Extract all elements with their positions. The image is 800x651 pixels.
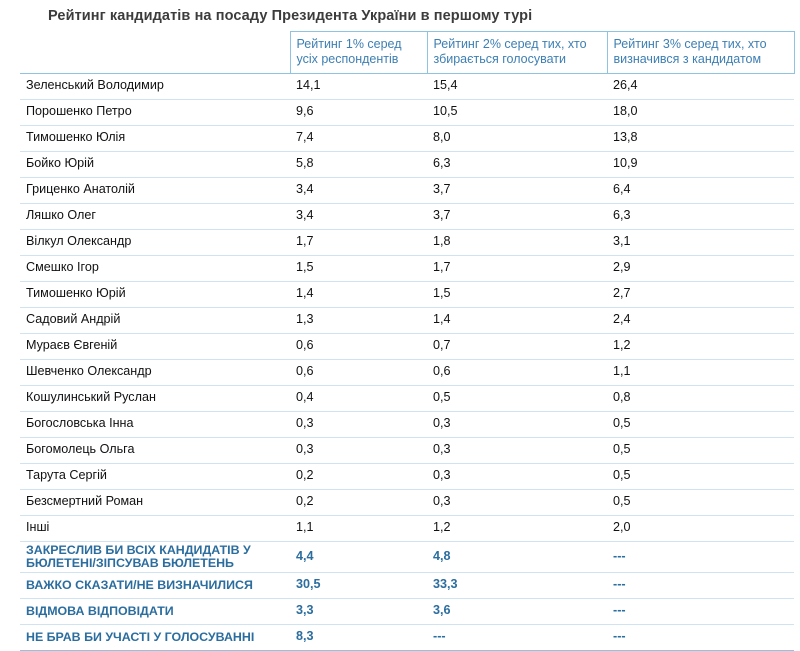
rating-value-1: 7,4 xyxy=(290,125,427,151)
candidate-name: Богомолець Ольга xyxy=(20,437,290,463)
rating-value-1: 1,1 xyxy=(290,515,427,541)
table-header xyxy=(20,32,794,74)
page-title: Рейтинг кандидатів на посаду Президента України в першому турі xyxy=(48,8,533,24)
rating-value-1: 8,3 xyxy=(290,624,427,650)
rating-value-3: 6,4 xyxy=(607,177,794,203)
candidate-name: Порошенко Петро xyxy=(20,99,290,125)
rating-value-2: 0,7 xyxy=(427,333,607,359)
table-row xyxy=(20,437,794,463)
candidate-name: Вілкул Олександр xyxy=(20,229,290,255)
rating-value-1: 0,2 xyxy=(290,463,427,489)
rating-value-1: 5,8 xyxy=(290,151,427,177)
candidate-name: ВАЖКО СКАЗАТИ/НЕ ВИЗНАЧИЛИСЯ xyxy=(20,572,290,598)
rating-value-3: 18,0 xyxy=(607,99,794,125)
rating-value-3: --- xyxy=(607,541,794,572)
rating-value-2: 15,4 xyxy=(427,73,607,99)
column-header-rating3: Рейтинг 3% серед тих, хто визначився з кандидатом xyxy=(607,32,794,74)
table-body xyxy=(20,73,794,650)
rating-value-1: 1,3 xyxy=(290,307,427,333)
rating-value-1: 0,3 xyxy=(290,437,427,463)
table-row xyxy=(20,177,794,203)
candidate-name: ВІДМОВА ВІДПОВІДАТИ xyxy=(20,598,290,624)
rating-value-3: 1,1 xyxy=(607,359,794,385)
table-row xyxy=(20,151,794,177)
rating-value-1: 0,6 xyxy=(290,359,427,385)
rating-value-2: 1,4 xyxy=(427,307,607,333)
candidate-name: Богословська Інна xyxy=(20,411,290,437)
table-row xyxy=(20,515,794,541)
rating-value-2: 4,8 xyxy=(427,541,607,572)
rating-value-3: 0,5 xyxy=(607,411,794,437)
candidate-name: Інші xyxy=(20,515,290,541)
candidate-name: Кошулинський Руслан xyxy=(20,385,290,411)
candidate-name: Ляшко Олег xyxy=(20,203,290,229)
candidate-name: Тимошенко Юрій xyxy=(20,281,290,307)
rating-value-1: 4,4 xyxy=(290,541,427,572)
table-row xyxy=(20,463,794,489)
rating-value-2: 6,3 xyxy=(427,151,607,177)
rating-value-2: 1,5 xyxy=(427,281,607,307)
rating-value-2: 1,7 xyxy=(427,255,607,281)
table-row xyxy=(20,411,794,437)
rating-value-1: 3,4 xyxy=(290,177,427,203)
candidate-name: Садовий Андрій xyxy=(20,307,290,333)
candidate-name: Шевченко Олександр xyxy=(20,359,290,385)
candidate-name: НЕ БРАВ БИ УЧАСТІ У ГОЛОСУВАННІ xyxy=(20,624,290,650)
rating-value-2: 3,7 xyxy=(427,203,607,229)
table-row xyxy=(20,489,794,515)
rating-value-3: 2,7 xyxy=(607,281,794,307)
rating-value-2: --- xyxy=(427,624,607,650)
candidate-name: Смешко Ігор xyxy=(20,255,290,281)
table-row xyxy=(20,333,794,359)
rating-value-1: 1,4 xyxy=(290,281,427,307)
table-row xyxy=(20,385,794,411)
candidate-name: ЗАКРЕСЛИВ БИ ВСІХ КАНДИДАТІВ У БЮЛЕТЕНІ/ЗІПСУВАВ БЮЛЕТЕНЬ xyxy=(20,541,290,572)
rating-value-3: 6,3 xyxy=(607,203,794,229)
table-row xyxy=(20,229,794,255)
rating-value-2: 1,2 xyxy=(427,515,607,541)
column-header-candidate xyxy=(20,32,290,74)
rating-value-2: 33,3 xyxy=(427,572,607,598)
rating-value-2: 0,3 xyxy=(427,463,607,489)
rating-value-1: 1,5 xyxy=(290,255,427,281)
candidate-name: Мураєв Євгеній xyxy=(20,333,290,359)
rating-value-1: 9,6 xyxy=(290,99,427,125)
table-row xyxy=(20,541,794,572)
rating-value-1: 0,2 xyxy=(290,489,427,515)
rating-value-2: 8,0 xyxy=(427,125,607,151)
rating-value-3: 26,4 xyxy=(607,73,794,99)
rating-value-3: 2,4 xyxy=(607,307,794,333)
table-row xyxy=(20,307,794,333)
table-row xyxy=(20,281,794,307)
table-row xyxy=(20,255,794,281)
rating-value-1: 14,1 xyxy=(290,73,427,99)
rating-value-3: --- xyxy=(607,572,794,598)
rating-value-3: --- xyxy=(607,598,794,624)
table-row xyxy=(20,598,794,624)
table-row xyxy=(20,572,794,598)
rating-value-3: 1,2 xyxy=(607,333,794,359)
rating-value-2: 3,6 xyxy=(427,598,607,624)
rating-value-3: 0,5 xyxy=(607,437,794,463)
rating-value-2: 0,3 xyxy=(427,489,607,515)
rating-value-1: 0,6 xyxy=(290,333,427,359)
rating-value-3: 0,8 xyxy=(607,385,794,411)
rating-value-3: 2,9 xyxy=(607,255,794,281)
candidate-name: Тимошенко Юлія xyxy=(20,125,290,151)
column-header-rating1: Рейтинг 1% серед усіх респондентів xyxy=(290,32,427,74)
table-row xyxy=(20,624,794,650)
rating-value-1: 1,7 xyxy=(290,229,427,255)
rating-value-3: 3,1 xyxy=(607,229,794,255)
rating-value-3: 13,8 xyxy=(607,125,794,151)
rating-value-2: 1,8 xyxy=(427,229,607,255)
table-row xyxy=(20,99,794,125)
column-header-rating2: Рейтинг 2% серед тих, хто збирається голосувати xyxy=(427,32,607,74)
rating-value-2: 10,5 xyxy=(427,99,607,125)
rating-value-1: 30,5 xyxy=(290,572,427,598)
rating-table xyxy=(20,31,795,651)
candidate-name: Тарута Сергій xyxy=(20,463,290,489)
table-row xyxy=(20,125,794,151)
rating-value-1: 0,3 xyxy=(290,411,427,437)
rating-value-2: 0,3 xyxy=(427,437,607,463)
rating-value-3: --- xyxy=(607,624,794,650)
rating-value-3: 0,5 xyxy=(607,489,794,515)
rating-value-2: 0,5 xyxy=(427,385,607,411)
rating-value-2: 0,3 xyxy=(427,411,607,437)
table-row xyxy=(20,73,794,99)
rating-value-2: 0,6 xyxy=(427,359,607,385)
header-row xyxy=(20,32,794,74)
candidate-name: Гриценко Анатолій xyxy=(20,177,290,203)
candidate-name: Бойко Юрій xyxy=(20,151,290,177)
rating-value-1: 3,3 xyxy=(290,598,427,624)
rating-value-1: 0,4 xyxy=(290,385,427,411)
candidate-name: Безсмертний Роман xyxy=(20,489,290,515)
rating-value-3: 0,5 xyxy=(607,463,794,489)
rating-value-3: 2,0 xyxy=(607,515,794,541)
rating-value-2: 3,7 xyxy=(427,177,607,203)
rating-value-1: 3,4 xyxy=(290,203,427,229)
table-row xyxy=(20,203,794,229)
table-row xyxy=(20,359,794,385)
rating-value-3: 10,9 xyxy=(607,151,794,177)
candidate-name: Зеленський Володимир xyxy=(20,73,290,99)
